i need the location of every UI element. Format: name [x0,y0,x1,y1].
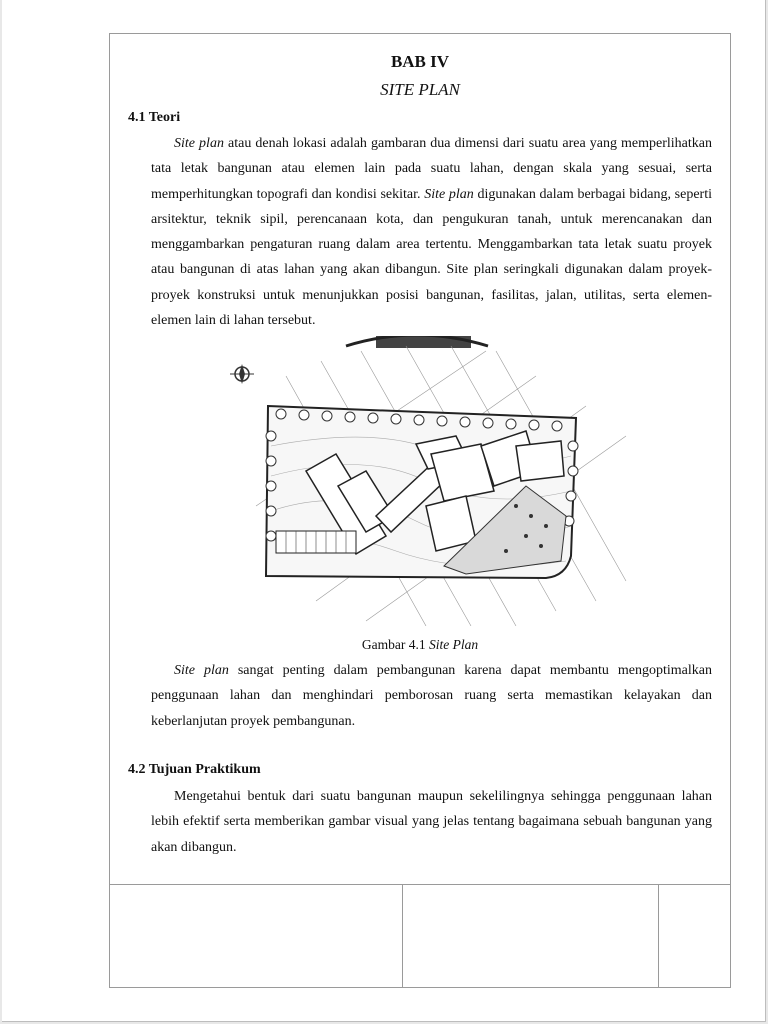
paragraph-site-plan-definition [151,131,712,333]
paragraph-text: atau denah lokasi adalah gambaran dua dimensi dari suatu area yang memperlihatkan tata letak bangunan atau elemen lain pada suatu lahan, dengan skala yang sesuai, serta memperhitungkan topografi dan kondisi sekitar. [151,136,712,202]
term-site-plan: Site plan [174,136,224,151]
section-heading-tujuan: 4.2 Tujuan Praktikum [128,762,261,777]
footer-cell-left [110,885,402,988]
site-plan-drawing [226,336,631,626]
footer-cell-right [659,885,730,988]
term-site-plan: Site plan [174,663,229,678]
paragraph-text: digunakan dalam berbagai bidang, seperti arsitektur, teknik sipil, perencanaan kota, dan pengukuran tanah, untuk merencanakan dan menggambarkan pengaturan ruang dalam area tertentu. Menggambarkan tata letak suatu proyek atau bangunan di atas lahan yang akan dibangun. Site plan seringkali digunakan dalam proyek-proyek konstruksi untuk menunjukkan posisi bangunan, fasilitas, jalan, utilitas, serta elemen-elemen lain di lahan tersebut. [151,186,712,329]
section-heading-teori: 4.1 Teori [128,110,181,125]
term-site-plan: Site plan [424,186,474,202]
chapter-title: SITE PLAN [380,80,460,99]
paragraph-tujuan: Mengetahui bentuk dari suatu bangunan maupun sekelilingnya sehingga penggunaan lahan lebih efektif serta memberikan gambar visual yang jelas tentang bagaimana sebuah bangunan yang akan dibangun. [151,789,712,855]
footer-cell-middle [403,885,658,988]
chapter-number: BAB IV [390,52,450,71]
figure-caption: Gambar 4.1 Site Plan [361,637,479,652]
paragraph-text: sangat penting dalam pembangunan karena dapat membantu mengoptimalkan penggunaan lahan dan menghindari pemborosan ruang serta memastikan kelayakan dan keberlanjutan proyek pembangunan. [151,663,712,729]
paragraph-site-plan-importance [151,658,712,734]
